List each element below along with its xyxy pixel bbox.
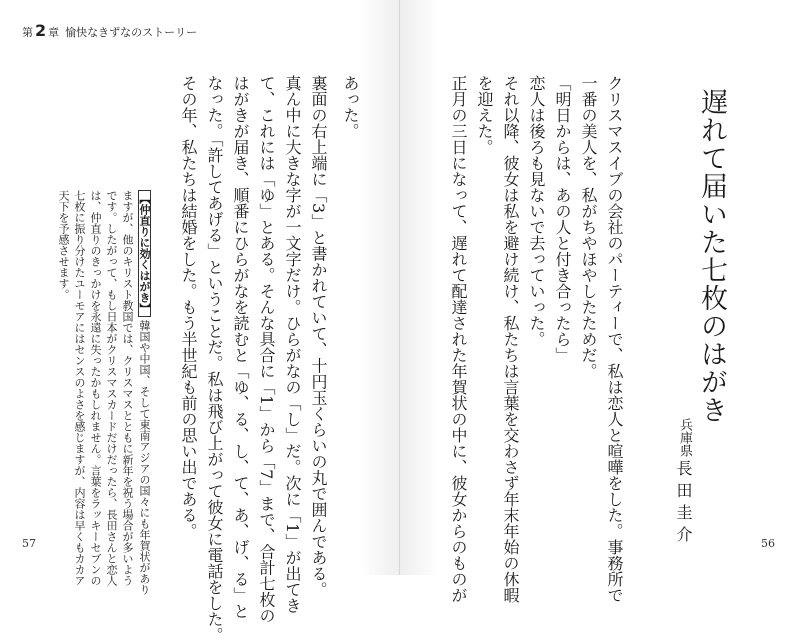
note-text: 韓国や中国、そして東南アジアの国々にも年賀状があり [138, 320, 151, 595]
note-line: 天下を予感させます。 [57, 190, 70, 300]
note-line: 七枚に振り分けたユーモアにはセンスのよさを感じますが、内容は早くもカカア [73, 190, 86, 586]
chapter-prefix: 第 [22, 26, 33, 39]
chapter-number: 2 [35, 21, 47, 40]
note-line: ますが、他のキリスト教国では、クリスマスとともに新年を祝う場合が多いよう [121, 190, 134, 586]
body-line: 正月の三日になって、遅れて配達された年賀状の中に、彼女からのものが [449, 75, 468, 603]
note-first-line [138, 190, 151, 595]
story-title: 遅れて届いた七枚のはがき [696, 88, 727, 424]
body-line: その年、私たちは結婚をした。もう半世紀も前の思い出である。 [179, 75, 198, 539]
note-tag: 【仲直りに効くはがき】 [138, 190, 151, 317]
body-line: なった。「許してあげる」ということだ。私は飛び上がって彼女に電話をした。 [205, 75, 224, 643]
body-line: を迎えた。 [475, 75, 494, 155]
body-line: クリスマスイブの会社のパーティーで、私は恋人と喧嘩をした。事務所で [605, 75, 624, 603]
body-line: 「明日からは、あの人と付き合ったら」 [553, 75, 572, 363]
note-line: です。したがって、もし日本がクリスマスカードだけだったら、長田さんと恋人 [105, 190, 118, 586]
chapter-suffix: 章 [48, 26, 60, 39]
body-line: はがきが届き、順番にひらがなを読むと「ゆ、る、し、て、あ、げ、る」と [231, 75, 250, 619]
body-line: 裏面の右上端に「3」と書かれていて、十円玉くらいの丸で囲んである。 [309, 75, 328, 598]
body-line: 恋人は後ろも見ないで去っていった。 [527, 75, 546, 347]
page-number: 56 [761, 537, 775, 550]
body-line: 真ん中に大きな字が一文字だけ。ひらがなの「し」だ。次に「1」が出てき [283, 75, 302, 614]
note-line: は、仲直りのきっかけを永遠に失ったかもしれません。言葉をラッキーセブンの [89, 190, 102, 586]
body-line: て、これには「ゆ」とある。そんな具合に「1」から「7」まで、合計七枚の [257, 75, 276, 624]
body-line: 一番の美人を、私がちやほやしたためだ。 [579, 75, 598, 379]
chapter-title: 愉快なきずなのストーリー [65, 26, 198, 39]
page-number: 57 [22, 537, 36, 550]
body-line: あった。 [341, 75, 360, 139]
body-line: それ以降、彼女は私を避け続け、私たちは言葉を交わさず年末年始の休暇 [501, 75, 520, 603]
author-prefecture: 兵庫県 [677, 418, 692, 457]
author-name: 長田圭介 [674, 460, 693, 548]
running-head [22, 21, 197, 40]
